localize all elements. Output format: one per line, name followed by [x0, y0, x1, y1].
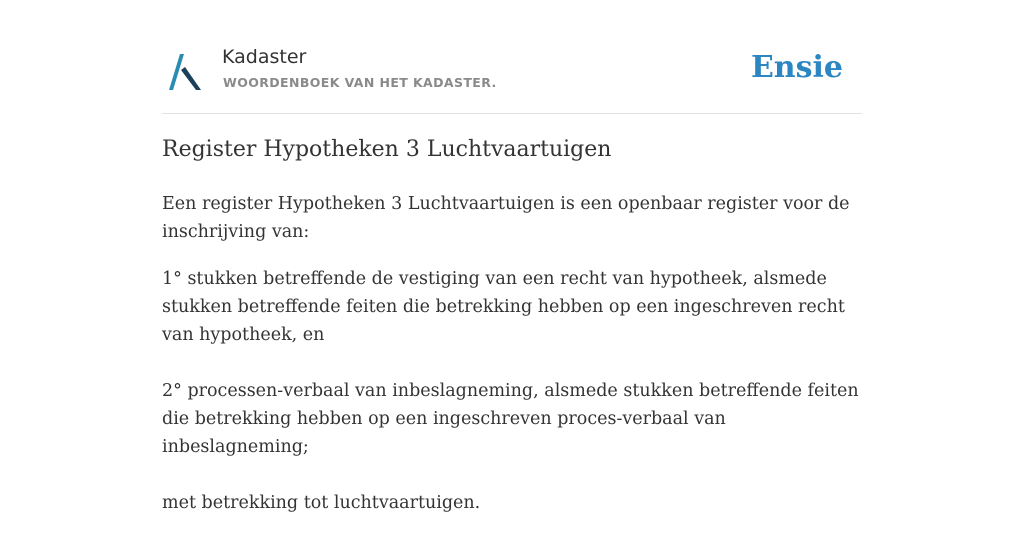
- kadaster-logo-icon: [168, 50, 202, 92]
- definition-body: [162, 190, 862, 536]
- header: [162, 40, 862, 114]
- definition-item-2: 2° processen-verbaal van inbeslagneming, alsmede stukken betreffende feiten die betrekking hebben op een ingeschreven proces-verbaal van inbeslagneming;: [162, 381, 859, 457]
- definition-item-1: 1° stukken betreffende de vestiging van een recht van hypotheek, alsmede stukken betreffende feiten die betrekking hebben op een ingeschreven recht van hypotheek, en: [162, 269, 845, 345]
- definition-card: [162, 0, 862, 512]
- definition-closing: met betrekking tot luchtvaartuigen.: [162, 493, 481, 513]
- brand-name: Kadaster: [222, 46, 307, 68]
- page-title: Register Hypotheken 3 Luchtvaartuigen: [162, 137, 612, 162]
- brand-tagline: WOORDENBOEK VAN HET KADASTER.: [223, 75, 497, 90]
- definition-intro: Een register Hypotheken 3 Luchtvaartuigen is een openbaar register voor de inschrijving van:: [162, 194, 850, 242]
- ensie-logo[interactable]: Ensie: [750, 50, 843, 85]
